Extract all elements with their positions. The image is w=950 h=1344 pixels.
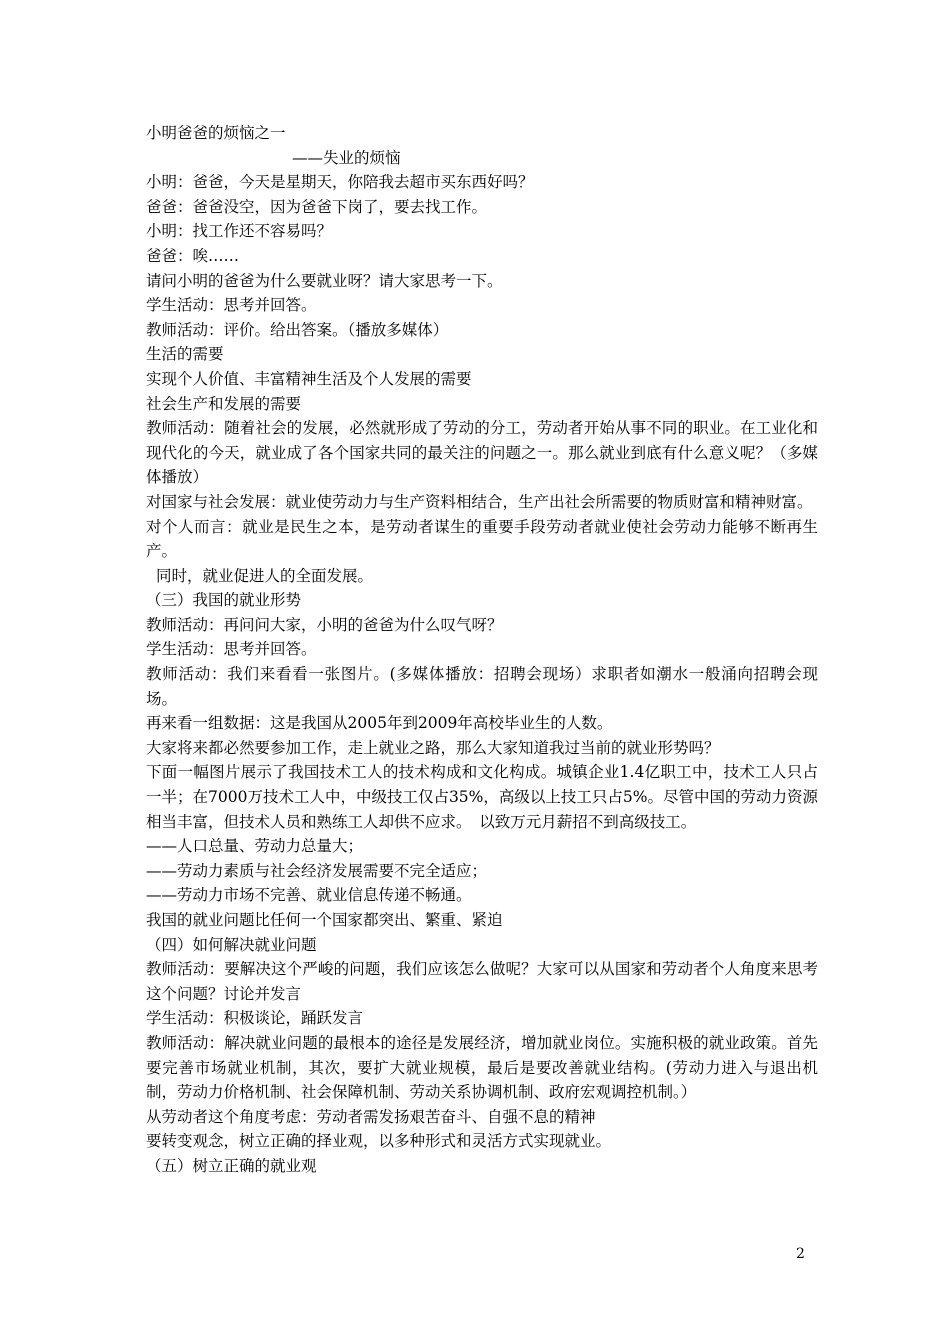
paragraph: 教师活动：解决就业问题的最根本的途径是发展经济，增加就业岗位。实施积极的就业政策。首先要完善市场就业机制，其次，要扩大就业规模，最后是要改善就业结构。(劳动力进入与退出机制，劳动力价格机制、社会保障机制、劳动关系协调机制、政府宏观调控机制。） bbox=[146, 1033, 818, 1102]
list-item: ——人口总量、劳动力总量大； bbox=[146, 837, 364, 856]
document-title: 小明爸爸的烦恼之一 bbox=[146, 124, 286, 142]
paragraph: 我国的就业问题比任何一个国家都突出、繁重、紧迫 bbox=[146, 911, 503, 929]
activity-line: 学生活动：思考并回答。 bbox=[146, 640, 317, 659]
activity-line: 学生活动：思考并回答。 bbox=[146, 296, 317, 315]
dialogue-line: 爸爸：唉…… bbox=[146, 246, 240, 265]
paragraph: 对个人而言：就业是民生之本，是劳动者谋生的重要手段劳动者就业使社会劳动力能够不断再生产。 bbox=[146, 517, 818, 561]
document-body bbox=[146, 121, 818, 1179]
paragraph: 教师活动：随着社会的发展，必然就形成了劳动的分工，劳动者开始从事不同的职业。在工业化和现代化的今天，就业成了各个国家共同的最关注的问题之一。那么就业到底有什么意义呢？（多媒体播放） bbox=[146, 419, 818, 487]
dialogue-line: 小明：爸爸，今天是星期天，你陪我去超市买东西好吗？ bbox=[146, 173, 534, 192]
answer-line: 生活的需要 bbox=[146, 345, 224, 364]
paragraph: 同时，就业促进人的全面发展。 bbox=[156, 566, 374, 585]
paragraph: 要转变观念，树立正确的择业观，以多种形式和灵活方式实现就业。 bbox=[146, 1132, 612, 1151]
list-item: ——劳动力市场不完善、就业信息传递不畅通。 bbox=[146, 886, 472, 905]
activity-line: 学生活动：积极谈论，踊跃发言 bbox=[146, 1009, 364, 1028]
document-subtitle: ——失业的烦恼 bbox=[292, 148, 401, 167]
page-number: 2 bbox=[796, 1246, 805, 1262]
activity-line: 教师活动：再问问大家，小明的爸爸为什么叹气呀？ bbox=[146, 615, 503, 634]
paragraph: 教师活动：要解决这个严峻的问题，我们应该怎么做呢？大家可以从国家和劳动者个人角度来思考这个问题？讨论并发言 bbox=[146, 960, 818, 1003]
answer-line: 实现个人价值、丰富精神生活及个人发展的需要 bbox=[146, 369, 472, 388]
section-heading: （四）如何解决就业问题 bbox=[146, 935, 317, 954]
paragraph: 再来看一组数据：这是我国从2005年到2009年高校毕业生的人数。 bbox=[146, 714, 613, 733]
dialogue-line: 爸爸：爸爸没空，因为爸爸下岗了，要去找工作。 bbox=[146, 197, 488, 216]
dialogue-line: 小明：找工作还不容易吗？ bbox=[146, 222, 333, 241]
answer-line: 社会生产和发展的需要 bbox=[146, 394, 302, 413]
section-heading: （五）树立正确的就业观 bbox=[146, 1156, 317, 1175]
paragraph: 对国家与社会发展：就业使劳动力与生产资料相结合，生产出社会所需要的物质财富和精神财富。 bbox=[146, 492, 813, 511]
list-item: ——劳动力素质与社会经济发展需要不完全适应； bbox=[146, 861, 488, 880]
question-line: 请问小明的爸爸为什么要就业呀？请大家思考一下。 bbox=[146, 271, 503, 290]
paragraph: 大家将来都必然要参加工作，走上就业之路，那么大家知道我过当前的就业形势吗？ bbox=[146, 738, 720, 757]
paragraph: 教师活动：我们来看看一张图片。(多媒体播放：招聘会现场）求职者如潮水一般涌向招聘会现场。 bbox=[146, 665, 818, 708]
paragraph: 下面一幅图片展示了我国技术工人的技术构成和文化构成。城镇企业1.4亿职工中，技术工人只占一半；在7000万技术工人中，中级技工仅占35%，高级以上技工只占5%。尽管中国的劳动力资源相当丰富，但技术人员和熟练工人却供不应求。 以致万元月薪招不到高级技工。 bbox=[146, 763, 818, 831]
activity-line: 教师活动：评价。给出答案。（播放多媒体） bbox=[146, 320, 449, 339]
section-heading: （三）我国的就业形势 bbox=[146, 591, 302, 610]
paragraph: 从劳动者这个角度考虑：劳动者需发扬艰苦奋斗、自强不息的精神 bbox=[146, 1107, 596, 1126]
